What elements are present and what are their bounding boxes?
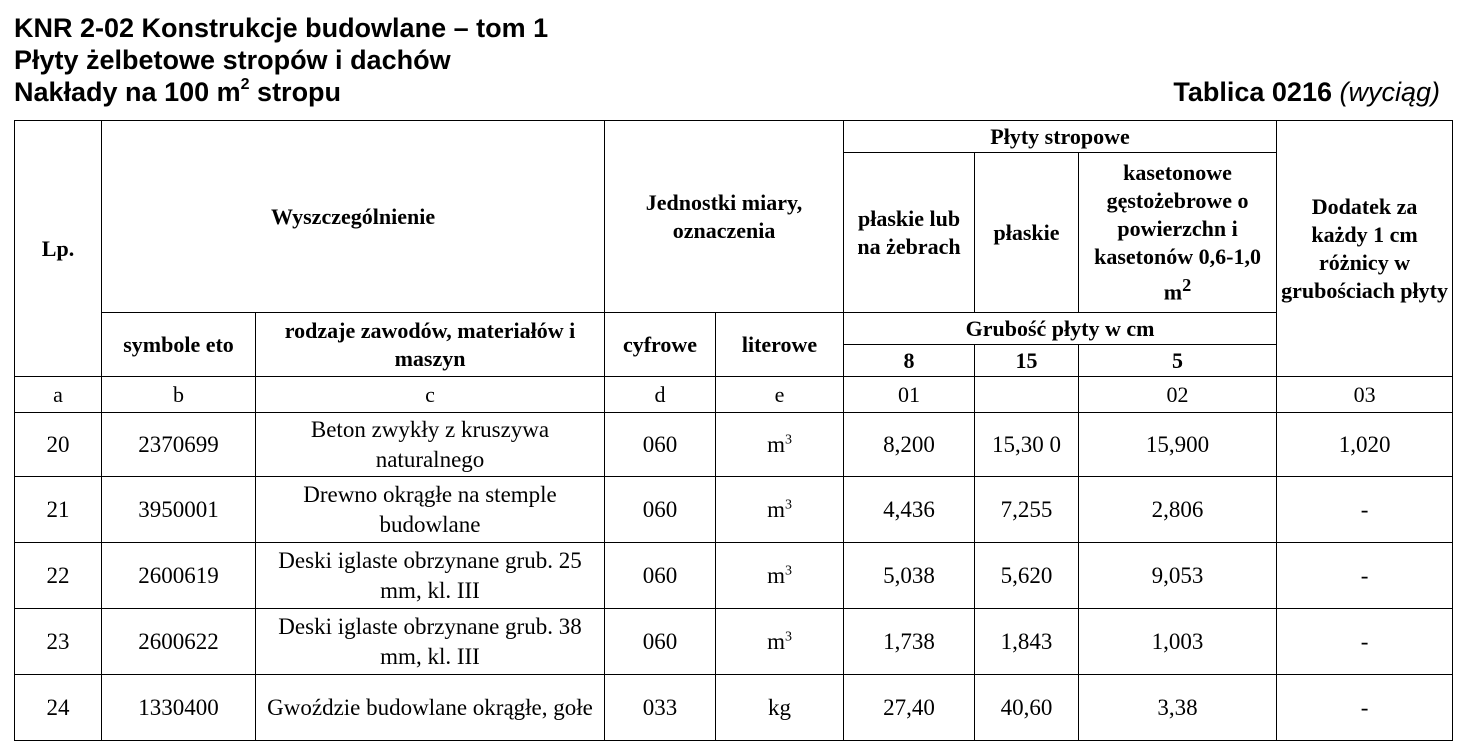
row-name: Drewno okrągłe na stemple budowlane	[256, 477, 605, 543]
index-cell: e	[716, 377, 844, 413]
row-symbol: 1330400	[102, 675, 256, 741]
row-name: Deski iglaste obrzynane grub. 25 mm, kl. III	[256, 543, 605, 609]
row-name: Gwoździe budowlane okrągłe, gołe	[256, 675, 605, 741]
row-value-01: 5,038	[844, 543, 975, 609]
header-grubosc: Grubość płyty w cm	[844, 313, 1277, 345]
row-value-15: 1,843	[975, 609, 1079, 675]
header-cyfrowe: cyfrowe	[605, 313, 716, 377]
row-value-15: 7,255	[975, 477, 1079, 543]
table-row	[15, 477, 1453, 543]
row-lp: 24	[15, 675, 102, 741]
row-value-03: 1,020	[1277, 413, 1453, 477]
header-plaskie: płaskie	[975, 153, 1079, 313]
header-plyty-stropowe: Płyty stropowe	[844, 121, 1277, 153]
header-lp: Lp.	[15, 121, 102, 377]
row-lp: 21	[15, 477, 102, 543]
row-value-03: -	[1277, 675, 1453, 741]
header-rodzaje: rodzaje zawodów, materiałów i maszyn	[256, 313, 605, 377]
index-cell: 03	[1277, 377, 1453, 413]
header-thickness-5: 5	[1079, 345, 1277, 377]
row-literowe: $m^3$	[716, 413, 844, 477]
row-symbol: 3950001	[102, 477, 256, 543]
header-thickness-15: 15	[975, 345, 1079, 377]
row-value-03: -	[1277, 477, 1453, 543]
row-name: Beton zwykły z kruszywa naturalnego	[256, 413, 605, 477]
index-cell: 02	[1079, 377, 1277, 413]
table-row	[15, 413, 1453, 477]
row-literowe: $m^3$	[716, 609, 844, 675]
row-value-03: -	[1277, 609, 1453, 675]
row-name: Deski iglaste obrzynane grub. 38 mm, kl. III	[256, 609, 605, 675]
row-value-15: 5,620	[975, 543, 1079, 609]
index-cell	[975, 377, 1079, 413]
row-literowe: kg	[716, 675, 844, 741]
header-thickness-8: 8	[844, 345, 975, 377]
row-lp: 20	[15, 413, 102, 477]
table-row	[15, 543, 1453, 609]
table-row	[15, 609, 1453, 675]
row-value-02: 3,38	[1079, 675, 1277, 741]
section-title: Płyty żelbetowe stropów i dachów	[14, 45, 451, 75]
index-row	[15, 377, 1453, 413]
row-literowe: $m^3$	[716, 543, 844, 609]
header-literowe: literowe	[716, 313, 844, 377]
table-number: Tablica 0216 (wyciąg)	[1173, 77, 1440, 107]
table-row	[15, 675, 1453, 741]
row-symbol: 2370699	[102, 413, 256, 477]
row-symbol: 2600619	[102, 543, 256, 609]
row-value-02: 1,003	[1079, 609, 1277, 675]
catalog-title: KNR 2-02 Konstrukcje budowlane – tom 1	[14, 13, 549, 43]
row-cyfrowe: 033	[605, 675, 716, 741]
row-cyfrowe: 060	[605, 543, 716, 609]
unit-basis: Nakłady na 100 $m^2$ stropu	[14, 76, 342, 107]
index-cell: c	[256, 377, 605, 413]
row-symbol: 2600622	[102, 609, 256, 675]
row-value-02: 15,900	[1079, 413, 1277, 477]
row-literowe: $m^3$	[716, 477, 844, 543]
row-lp: 23	[15, 609, 102, 675]
row-lp: 22	[15, 543, 102, 609]
header-jednostki: Jednostki miary, oznaczenia	[605, 121, 844, 313]
row-value-15: 40,60	[975, 675, 1079, 741]
index-cell: b	[102, 377, 256, 413]
subtitle-row	[14, 76, 1454, 108]
row-value-15: 15,30 0	[975, 413, 1079, 477]
row-cyfrowe: 060	[605, 477, 716, 543]
header-kasetonowe: kasetonowe gęstożebrowe o powierzchn i kasetonów 0,6-1,0 $m^2$	[1079, 153, 1277, 313]
header-dodatek: Dodatek za każdy 1 cm różnicy w grubościach płyty	[1277, 121, 1453, 377]
row-value-03: -	[1277, 543, 1453, 609]
row-value-02: 9,053	[1079, 543, 1277, 609]
header-wyszczegolnienie: Wyszczególnienie	[102, 121, 605, 313]
row-cyfrowe: 060	[605, 413, 716, 477]
norms-table	[14, 120, 1453, 741]
row-value-01: 27,40	[844, 675, 975, 741]
row-cyfrowe: 060	[605, 609, 716, 675]
row-value-01: 8,200	[844, 413, 975, 477]
index-cell: a	[15, 377, 102, 413]
header-plaskie-zebrach: płaskie lub na żebrach	[844, 153, 975, 313]
header-symbole: symbole eto	[102, 313, 256, 377]
row-value-01: 4,436	[844, 477, 975, 543]
row-value-01: 1,738	[844, 609, 975, 675]
row-value-02: 2,806	[1079, 477, 1277, 543]
index-cell: 01	[844, 377, 975, 413]
index-cell: d	[605, 377, 716, 413]
document-header	[14, 12, 1454, 108]
